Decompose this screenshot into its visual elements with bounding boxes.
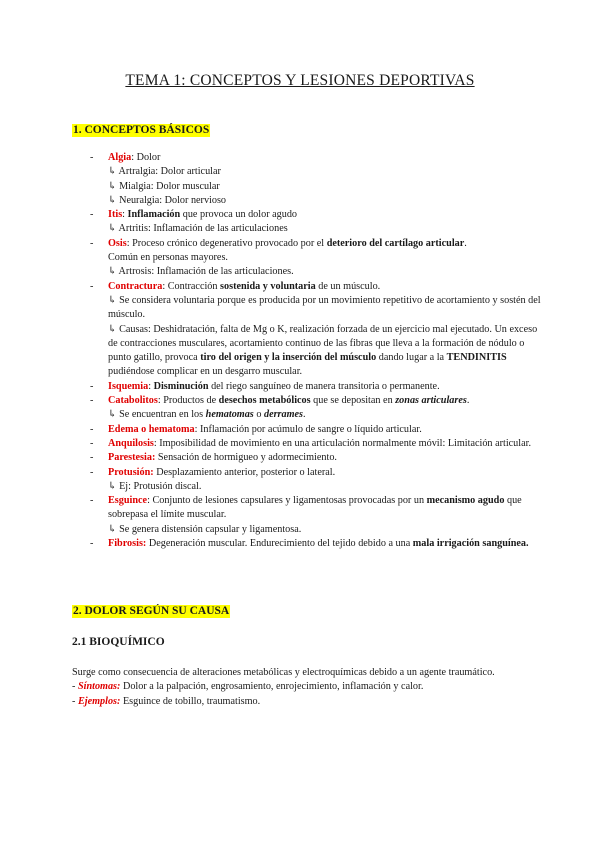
emphasis: mala irrigación sanguínea.	[412, 538, 529, 550]
bullet-dash: -	[90, 280, 94, 292]
emphasis: tiro del origen y la inserción del músculo	[200, 352, 377, 364]
term-edema: Edema o hematoma	[108, 423, 195, 435]
emphasis: mecanismo agudo	[426, 495, 505, 507]
term-osis: Osis	[108, 237, 127, 249]
definition-end: .	[464, 237, 467, 249]
emphasis-italic: zonas articulares	[395, 395, 467, 407]
definition-mid: que se depositan en	[310, 395, 396, 407]
list-item-itis	[90, 208, 548, 222]
concept-list	[90, 151, 548, 551]
definition: : Imposibilidad de movimiento en una articulación normalmente móvil: Limitación articular.	[153, 437, 531, 449]
list-item-contractura	[90, 280, 548, 294]
bullet-dash: -	[90, 495, 94, 507]
causas-text-end: pudiéndose complicar en un desgarro muscular.	[108, 366, 303, 378]
sub-item-esguince: ↳ Se genera distensión capsular y ligamentosa.	[108, 523, 302, 535]
bioquimico-intro: Surge como consecuencia de alteraciones metabólicas y electroquímicas debido a un agente traumático.	[72, 667, 495, 678]
separator: :	[122, 209, 128, 221]
list-item-algia	[90, 151, 548, 165]
causas-text-mid: dando lugar a la	[376, 352, 447, 364]
term-protusion: Protusión:	[108, 466, 154, 478]
definition-end: que sobrepasa el límite muscular.	[108, 495, 522, 521]
section-heading-conceptos: 1. CONCEPTOS BÁSICOS	[73, 124, 210, 136]
dash-text: -	[72, 681, 78, 693]
sub-item-artrosis: ↳ Artrosis: Inflamación de las articulaciones.	[108, 266, 294, 278]
sub-text-end: .	[303, 409, 306, 421]
emphasis: desechos metabólicos	[218, 395, 311, 407]
sub-item-catabolitos	[108, 408, 548, 422]
sub-item-artralgia: ↳ Artralgia: Dolor articular	[108, 166, 221, 178]
label-sintomas: Síntomas:	[77, 681, 121, 693]
term-isquemia: Isquemia	[108, 380, 149, 392]
list-item-protusion	[90, 466, 548, 480]
list-item-isquemia	[90, 380, 548, 394]
bullet-dash: -	[90, 466, 94, 478]
list-item-osis	[90, 237, 548, 266]
bullet-dash: -	[90, 452, 94, 464]
definition: : Dolor	[131, 152, 161, 163]
term-anquilosis: Anquilosis	[108, 437, 154, 449]
term-itis: Itis	[108, 209, 123, 221]
section-heading-dolor: 2. DOLOR SEGÚN SU CAUSA	[73, 605, 230, 617]
bioquimico-paragraph	[72, 666, 542, 709]
sintomas-text: Dolor a la palpación, engrosamiento, enrojecimiento, inflamación y calor.	[120, 681, 424, 693]
list-item-fibrosis	[90, 537, 548, 551]
sub-item-mialgia: ↳ Mialgia: Dolor muscular	[108, 180, 220, 192]
term-parestesia: Parestesia:	[108, 452, 156, 464]
list-item-parestesia	[90, 451, 548, 465]
subsection-heading-bioquimico: 2.1 BIOQUÍMICO	[72, 636, 165, 648]
definition: : Contracción	[162, 280, 221, 292]
emphasis: sostenida y voluntaria	[220, 280, 316, 292]
sub-item-contractura-causas	[108, 323, 548, 380]
bioquimico-sintomas	[72, 680, 542, 694]
list-item-edema	[90, 423, 548, 437]
definition: que provoca un dolor agudo	[180, 209, 298, 221]
list-item-catabolitos	[90, 394, 548, 408]
emphasis-hematomas: hematomas	[205, 409, 254, 421]
list-item-esguince	[90, 494, 548, 523]
bullet-dash: -	[90, 209, 94, 221]
document-title: TEMA 1: CONCEPTOS Y LESIONES DEPORTIVAS	[125, 72, 475, 89]
sub-item-artritis: ↳ Artritis: Inflamación de las articulaciones	[108, 223, 288, 235]
definition: Sensación de hormigueo y adormecimiento.	[155, 452, 337, 464]
bullet-dash: -	[90, 437, 94, 449]
bullet-dash: -	[90, 152, 94, 163]
definition-line2: Común en personas mayores.	[108, 252, 228, 264]
ejemplos-text: Esguince de tobillo, traumatismo.	[120, 695, 261, 707]
emphasis: deterioro del cartílago articular	[326, 237, 465, 249]
definition-end: de un músculo.	[315, 280, 381, 292]
causas-text: ↳ Causas: Deshidratación, falta de Mg o K, realización forzada de un ejercicio mal ejecutado. Un exceso de contracciones musculares, acortamiento continuo de las fibras que lleva a la formación de nódulo o punto gatillo, provoca	[108, 323, 538, 364]
dash-text: -	[72, 695, 78, 707]
definition: : Proceso crónico degenerativo provocado por el	[126, 237, 327, 249]
definition: : Conjunto de lesiones capsulares y ligamentosas provocadas por un	[147, 495, 427, 507]
separator: :	[148, 380, 154, 392]
term-esguince: Esguince	[108, 495, 148, 507]
term-contractura: Contractura	[108, 280, 163, 292]
bullet-dash: -	[90, 538, 94, 550]
bullet-dash: -	[90, 423, 94, 435]
term-algia: Algia	[108, 152, 132, 163]
label-ejemplos: Ejemplos:	[77, 695, 121, 707]
definition: : Inflamación por acúmulo de sangre o líquido articular.	[194, 423, 422, 435]
term-fibrosis: Fibrosis:	[108, 538, 147, 550]
list-item-anquilosis	[90, 437, 548, 451]
definition: Desplazamiento anterior, posterior o lateral.	[153, 466, 336, 478]
sub-text: ↳ Se encuentran en los	[108, 409, 206, 421]
bullet-dash: -	[90, 380, 94, 392]
definition: del riego sanguíneo de manera transitoria o permanente.	[208, 380, 440, 392]
emphasis: Inflamación	[127, 209, 181, 221]
sub-text-mid: o	[253, 409, 264, 421]
emphasis-derrames: derrames	[263, 409, 304, 421]
term-catabolitos: Catabolitos	[108, 395, 158, 407]
bullet-dash: -	[90, 395, 94, 407]
sub-item-protusion: ↳ Ej: Protusión discal.	[108, 480, 202, 492]
bioquimico-ejemplos	[72, 695, 542, 709]
sub-item-neuralgia: ↳ Neuralgia: Dolor nervioso	[108, 194, 227, 206]
definition: Degeneración muscular. Endurecimiento del tejido debido a una	[146, 538, 413, 550]
sub-item-contractura-voluntaria: ↳ Se considera voluntaria porque es producida por un movimiento repetitivo de acortamiento y sostén del músculo.	[108, 294, 541, 321]
emphasis-tendinitis: TENDINITIS	[446, 352, 507, 364]
definition: : Productos de	[157, 395, 219, 407]
bullet-dash: -	[90, 237, 94, 249]
definition-end: .	[466, 395, 470, 407]
emphasis: Disminución	[153, 380, 209, 392]
